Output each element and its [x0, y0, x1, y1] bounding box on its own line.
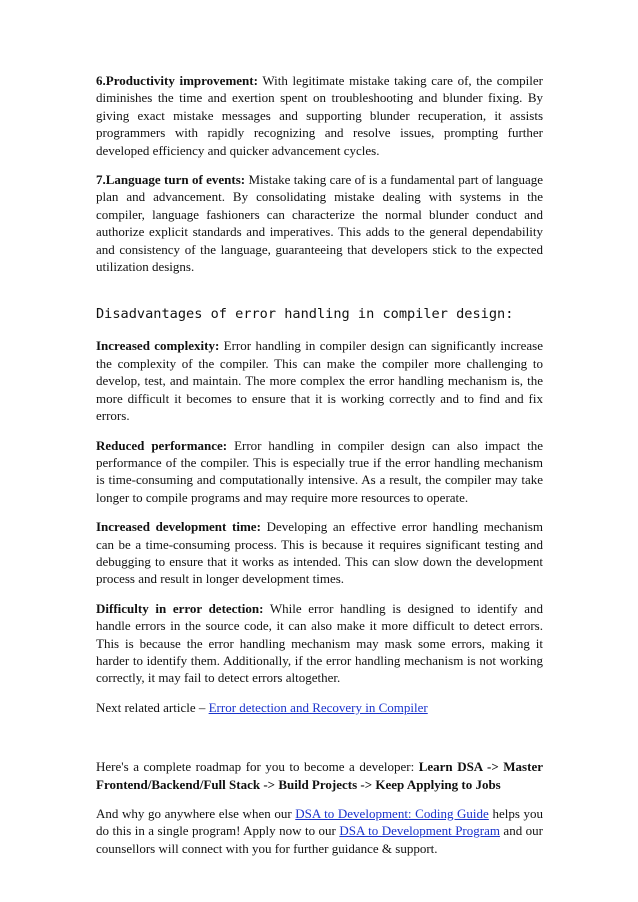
language-title: 7.Language turn of events:	[96, 172, 246, 188]
development-program-link[interactable]: DSA to Development Program	[339, 823, 500, 839]
section-spacer	[96, 728, 543, 758]
productivity-text: With legitimate mistake taking care of, the compiler diminishes the time and exertion spent on troubleshooting and blunder fixing. By giving exact mistake messages and supporting blunder recuperation, it assists programmers with rapidly recognizing and resolve issues, prompting further developed efficiency and quicker advancement cycles.	[96, 73, 544, 158]
next-article-prefix: Next related article –	[96, 699, 209, 715]
next-article-link[interactable]: Error detection and Recovery in Compiler	[208, 699, 428, 715]
complexity-text: Error handling in compiler design can significantly increase the complexity of the compiler. This can make the compiler more challenging to develop, test, and maintain. The more complex the error handling mechanism is, the more difficult it becomes to ensure that it is working correctly and to find and fix errors.	[96, 338, 543, 424]
development-time-text: Developing an effective error handling mechanism can be a time-consuming process. This is because it requires significant testing and debugging to ensure that it works as intended. This can slow down the development process and result in longer development times.	[96, 519, 544, 587]
next-article-paragraph	[96, 699, 543, 716]
roadmap-bold: Learn DSA -> Master Frontend/Backend/Full Stack -> Build Projects -> Keep Applying to Jobs	[96, 759, 543, 792]
error-detection-title: Difficulty in error detection:	[96, 600, 264, 616]
promo-part2: helps you do this in a single program! Apply now to our	[96, 806, 543, 839]
document-page	[96, 72, 543, 869]
performance-text: Error handling in compiler design can also impact the performance of the compiler. This is especially true if the error handling mechanism is time-consuming and computationally intensive. As a result, the compiler may take longer to compile programs and may require more resources to operate.	[96, 437, 543, 505]
roadmap-prefix: Here's a complete roadmap for you to become a developer:	[96, 759, 419, 775]
performance-title: Reduced performance:	[96, 437, 228, 453]
productivity-title: 6.Productivity improvement:	[96, 73, 258, 88]
language-text: Mistake taking care of is a fundamental part of language plan and advancement. By consolidating mistake dealing with systems in the compiler, language fashioners can characterize the normal blunder conduct and authorize explicit standards and imperatives. This adds to the general dependability and consistency of the language, guaranteeing that developers stick to the expected utilization designs.	[96, 172, 543, 275]
promo-part3: and our counsellors will connect with you for further guidance & support.	[96, 823, 543, 856]
error-detection-text: While error handling is designed to identify and handle errors in the source code, it can also make it more difficult to detect errors. This is because the error handling mechanism may mask some errors, making it harder to identify them. Additionally, if the error handling mechanism is not working correctly, it may fail to detect errors altogether.	[96, 600, 543, 686]
complexity-title: Increased complexity:	[96, 338, 220, 354]
promo-paragraph	[96, 805, 543, 857]
productivity-paragraph	[96, 72, 543, 159]
disadvantage-performance	[96, 437, 543, 507]
language-paragraph	[96, 171, 543, 275]
coding-guide-link[interactable]: DSA to Development: Coding Guide	[295, 806, 489, 821]
disadvantage-complexity	[96, 337, 543, 424]
development-time-title: Increased development time:	[96, 519, 261, 535]
disadvantages-heading: Disadvantages of error handling in compiler design:	[96, 306, 514, 323]
disadvantage-error-detection	[96, 600, 543, 687]
promo-part1: And why go anywhere else when our	[96, 806, 296, 821]
roadmap-paragraph	[96, 758, 543, 793]
disadvantage-development-time	[96, 518, 543, 588]
